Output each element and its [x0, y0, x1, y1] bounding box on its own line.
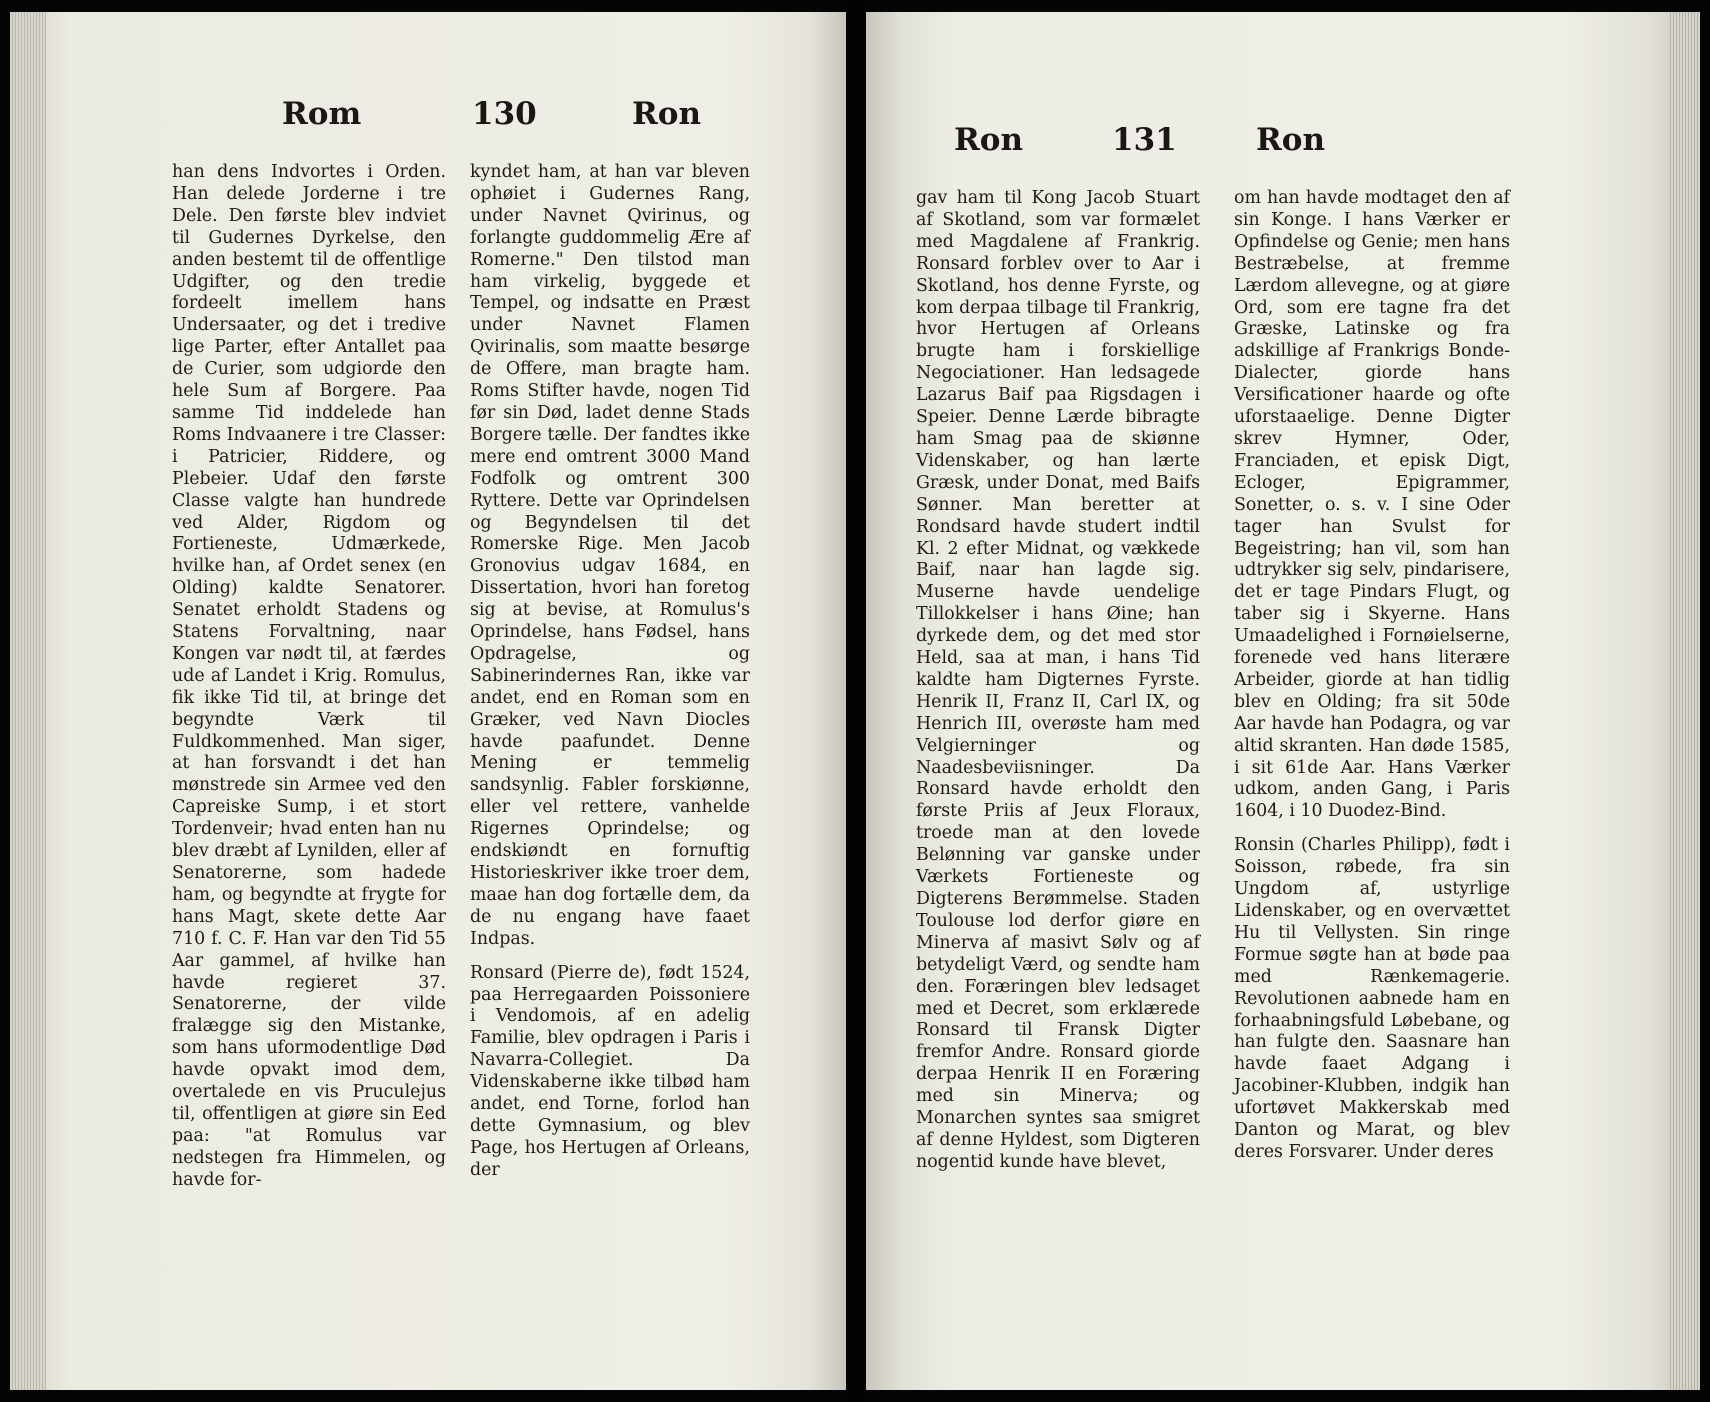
- left-page-edges: [10, 12, 46, 1390]
- left-page-column-2: [470, 162, 750, 1182]
- paragraph-ronsard-continued: gav ham til Kong Jacob Stuart af Skotland, som var formælet med Magdalene af Frankrig. Ronsard forblev over to Aar i Skotland, hos denne Fyrste, og kom derpaa tilbage til Frankrig, hvor Hertugen af Orleans brugte ham i forskiellige Negociationer. Han ledsagede Lazarus Baif paa Rigsdagen i Speier. Denne Lærde bibragte ham Smag paa de skiønne Videnskaber, og han lærte Græsk, under Donat, med Baifs Sønner. Man beretter at Rondsard havde studert indtil Kl. 2 efter Midnat, og vækkede Baif, naar han lagde sig. Muserne havde uendelige Tillokkelser i hans Øine; han dyrkede dem, og det med stor Held, saa at man, i hans Tid kaldte ham Digternes Fyrste. Henrik II, Franz II, Carl IX, og Henrich III, overøste ham med Velgierninger og Naadesbeviisninger. Da Ronsard havde erholdt den første Priis af Jeux Floraux, troede man at den lovede Belønning var ganske under Værkets Fortieneste og Digterens Berømmelse. Staden Toulouse lod derfor giøre en Minerva af masivt Sølv og af betydeligt Værd, og sendte ham den. Foræringen blev ledsaget med et Decret, som erklærede Ronsard til Fransk Digter fremfor Andre. Ronsard giorde derpaa Henrik II en Foræring med sin Minerva; og Monarchen syntes saa smigret af denne Hyldest, som Digteren nogentid kunde have blevet,: [916, 188, 1200, 1172]
- entry-ronsard: Ronsard (Pierre de), født 1524, paa Herregaarden Poissoniere i Vendomois, af en adelig Familie, blev opdragen i Paris i Navarra-Collegiet. Da Videnskaberne ikke tilbød ham andet, end Torne, forlod han dette Gymnasium, og blev Page, hos Hertugen af Orleans, der: [470, 962, 750, 1180]
- left-page: [10, 12, 846, 1390]
- right-page-column-2: [1234, 188, 1510, 1164]
- entry-ronsin: Ronsin (Charles Philipp), født i Soisson, røbede, fra sin Ungdom af, ustyrlige Lidenskaber, og en overvættet Hu til Vellysten. Sin ringe Formue søgte han at bøde paa med Rænkemagerie. Revolutionen aabnede ham en forhaabningsfuld Løbebane, og han fulgte den. Saasnare han havde faaet Adgang i Jacobiner-Klubben, indgik han ufortøvet Makkerskab med Danton og Marat, og blev deres Forsvarer. Under deres: [1234, 835, 1510, 1162]
- right-header-word-right: Ron: [1256, 122, 1325, 158]
- left-page-column-1: [172, 162, 446, 1192]
- paragraph-romulus-continued: han dens Indvortes i Orden. Han delede Jorderne i tre Dele. Den første blev indviet til Gudernes Dyrkelse, den anden bestemt til de offentlige Udgifter, og den tredie fordeelt imellem hans Undersaater, og det i tredive lige Parter, efter Antallet paa de Curier, som udgiorde den hele Sum af Borgere. Paa samme Tid inddelede han Roms Indvaanere i tre Classer: i Patricier, Riddere, og Plebeier. Udaf den første Classe valgte han hundrede ved Alder, Rigdom og Fortieneste, Udmærkede, hvilke han, af Ordet senex (en Olding) kaldte Senatorer. Senatet erholdt Stadens og Statens Forvaltning, naar Kongen var nødt til, at færdes ude af Landet i Krig. Romulus, fik ikke Tid til, at bringe det begyndte Værk til Fuldkommenhed. Man siger, at han forsvandt i det han mønstrede sin Armee ved den Capreiske Sump, i et stort Tordenveir; hvad enten han nu blev dræbt af Lynilden, eller af Senatorerne, som hadede ham, og begyndte at frygte for hans Magt, skete dette Aar 710 f. C. F. Han var den Tid 55 Aar gammel, af hvilke han havde regieret 37. Senatorerne, der vilde fralægge sig den Mistanke, som hans uformodentlige Død havde opvakt imod dem, overtalede en vis Pruculejus til, offentligen at giøre sin Eed paa: "at Romulus var nedstegen fra Himmelen, og havde for-: [172, 162, 446, 1190]
- right-page-number: 131: [1112, 122, 1177, 158]
- right-page: [866, 12, 1700, 1390]
- right-page-edges: [1668, 12, 1700, 1390]
- paragraph-ronsard-end: om han havde modtaget den af sin Konge. I hans Værker er Opfindelse og Genie; men hans Bestræbelse, at fremme Lærdom allevegne, og at giøre Ord, som ere tagne fra det Græske, Latinske og fra adskillige af Frankrigs Bonde-Dialecter, giorde hans Versificationer haarde og ofte uforstaaelige. Denne Digter skrev Hymner, Oder, Franciaden, et episk Digt, Ecloger, Epigrammer, Sonetter, o. s. v. I sine Oder tager han Svulst for Begeistring; han vil, som han udtrykker sig selv, pindarisere, det er tage Pindars Flugt, og taber sig i Skyerne. Hans Umaadelighed i Fornøielserne, forenede ved hans literære Arbeider, giorde at han tidlig blev en Olding; fra sit 50de Aar havde han Podagra, og var altid skranten. Han døde 1585, i sit 61de Aar. Hans Værker udkom, anden Gang, i Paris 1604, i 10 Duodez-Bind.: [1234, 188, 1510, 822]
- left-header-word-left: Rom: [282, 96, 362, 132]
- right-page-column-1: [916, 188, 1200, 1174]
- book-spine-gutter: [846, 0, 866, 1402]
- paragraph-romulus-end: kyndet ham, at han var bleven ophøiet i Gudernes Rang, under Navnet Qvirinus, og forlangte guddommelig Ære af Romerne." Den tilstod man ham virkelig, byggede et Tempel, og indsatte en Præst under Navnet Flamen Qvirinalis, som maatte besørge de Offere, man bragte ham. Roms Stifter havde, nogen Tid før sin Død, ladet denne Stads Borgere tælle. Der fandtes ikke mere end omtrent 3000 Mand Fodfolk og omtrent 300 Ryttere. Dette var Oprindelsen og Begyndelsen til det Romerske Rige. Men Jacob Gronovius udgav 1684, en Dissertation, hvori han foretog sig at bevise, at Romulus's Oprindelse, hans Fødsel, hans Opdragelse, og Sabinerindernes Ran, ikke var andet, end en Roman som en Græker, ved Navn Diocles havde paafundet. Denne Mening er temmelig sandsynlig. Fabler forskiønne, eller vel rettere, vanhelde Rigernes Oprindelse; og endskiøndt en fornuftig Historieskriver ikke troer dem, maae han dog fortælle dem, da de nu engang have faaet Indpas.: [470, 162, 750, 949]
- left-page-number: 130: [472, 96, 537, 132]
- right-header-word-left: Ron: [954, 122, 1023, 158]
- left-header-word-right: Ron: [632, 96, 701, 132]
